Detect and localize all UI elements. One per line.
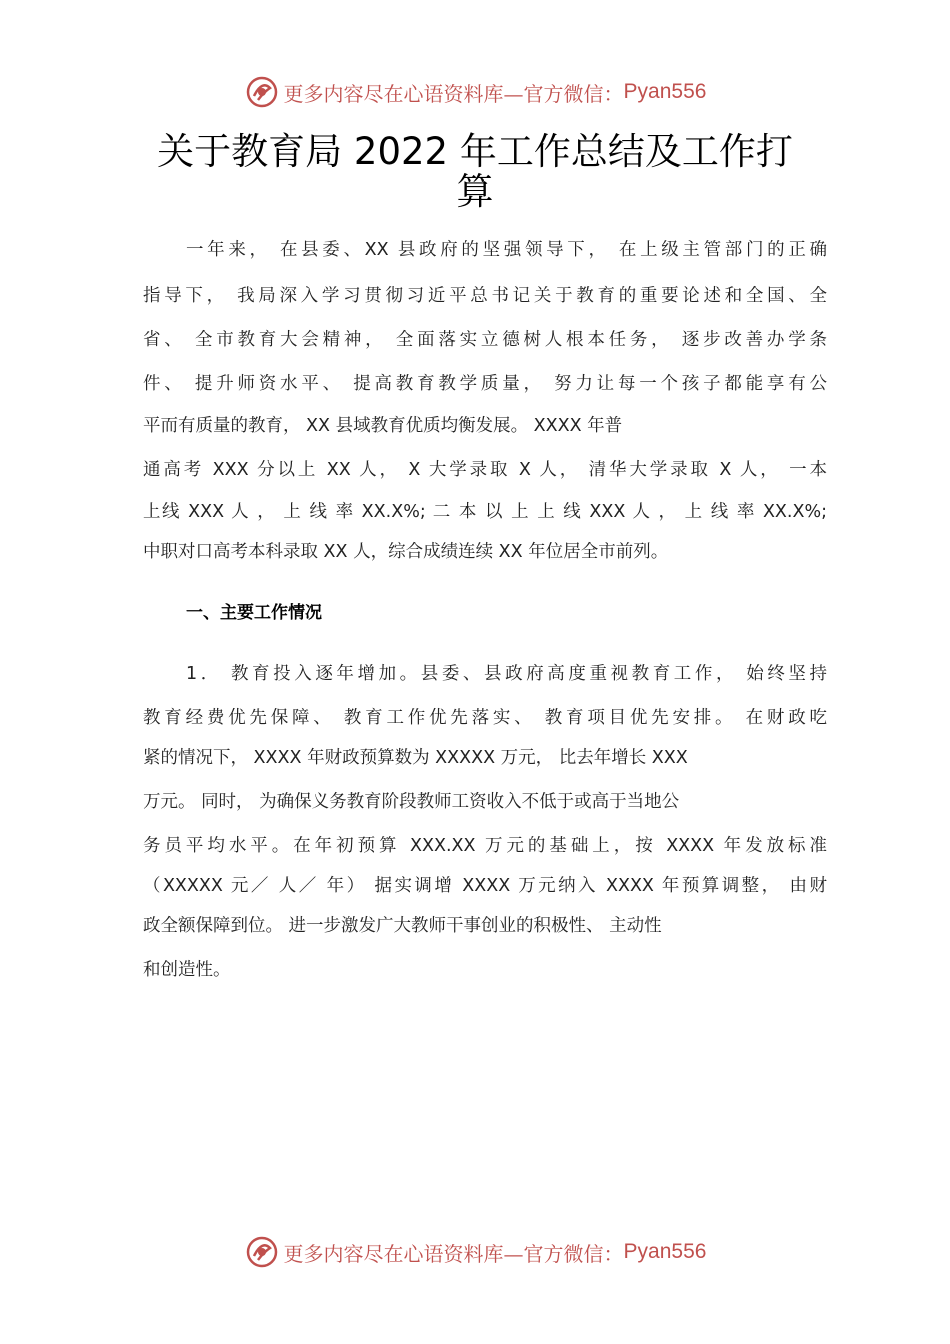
swirl-logo-icon — [244, 74, 280, 110]
title-line-2: 算 — [456, 170, 494, 213]
intro-line: 平而有质量的教育， XX 县域教育优质均衡发展。 XXXX 年普 — [143, 416, 623, 436]
swirl-logo-icon — [244, 1234, 280, 1270]
title-line-1: 关于教育局 2022 年工作总结及工作打 — [157, 130, 793, 173]
intro-line: 省、 全市教育大会精神， 全面落实立德树人根本任务， 逐步改善办学条 — [143, 330, 827, 350]
watermark-wechat-id: Pyan556 — [623, 80, 707, 103]
para1-line: 教育经费优先保障、 教育工作优先落实、 教育项目优先安排。 在财政吃 — [143, 708, 827, 728]
intro-line: 上线 XXX 人 ， 上 线 率 XX.X%; 二 本 以 上 上 线 XXX 人 ， 上 线 率 XX.X%; — [143, 502, 827, 522]
intro-line: 中职对口高考本科录取 XX 人，综合成绩连续 XX 年位居全市前列。 — [143, 542, 669, 562]
para1-line: 1． 教育投入逐年增加。县委、县政府高度重视教育工作， 始终坚持 — [186, 664, 827, 684]
watermark-banner-bottom — [0, 1232, 950, 1272]
intro-line: 件、 提升师资水平、 提高教育教学质量， 努力让每一个孩子都能享有公 — [143, 374, 827, 394]
watermark-banner-top — [0, 72, 950, 112]
para1-line: （XXXXX 元／ 人／ 年） 据实调增 XXXX 万元纳入 XXXX 年预算调整， 由财 — [143, 876, 827, 896]
para1-line: 和创造性。 — [143, 960, 231, 980]
document-title — [120, 132, 830, 212]
watermark-text: 更多内容尽在心语资料库—官方微信： — [283, 81, 624, 106]
section-heading-main-work: 一、主要工作情况 — [186, 603, 322, 623]
para1-line: 务员平均水平。在年初预算 XXX.XX 万元的基础上，按 XXXX 年发放标准 — [143, 836, 827, 856]
intro-line: 一年来， 在县委、XX 县政府的坚强领导下， 在上级主管部门的正确 — [186, 240, 827, 260]
para1-line: 紧的情况下， XXXX 年财政预算数为 XXXXX 万元， 比去年增长 XXX — [143, 748, 688, 768]
intro-line: 指导下， 我局深入学习贯彻习近平总书记关于教育的重要论述和全国、全 — [143, 286, 827, 306]
watermark-wechat-id: Pyan556 — [623, 1240, 707, 1263]
para1-line: 万元。 同时， 为确保义务教育阶段教师工资收入不低于或高于当地公 — [143, 792, 680, 812]
watermark-text: 更多内容尽在心语资料库—官方微信： — [283, 1241, 624, 1266]
intro-line: 通高考 XXX 分以上 XX 人， X 大学录取 X 人， 清华大学录取 X 人， 一本 — [143, 460, 827, 480]
para1-line: 政全额保障到位。 进一步激发广大教师干事创业的积极性、 主动性 — [143, 916, 662, 936]
